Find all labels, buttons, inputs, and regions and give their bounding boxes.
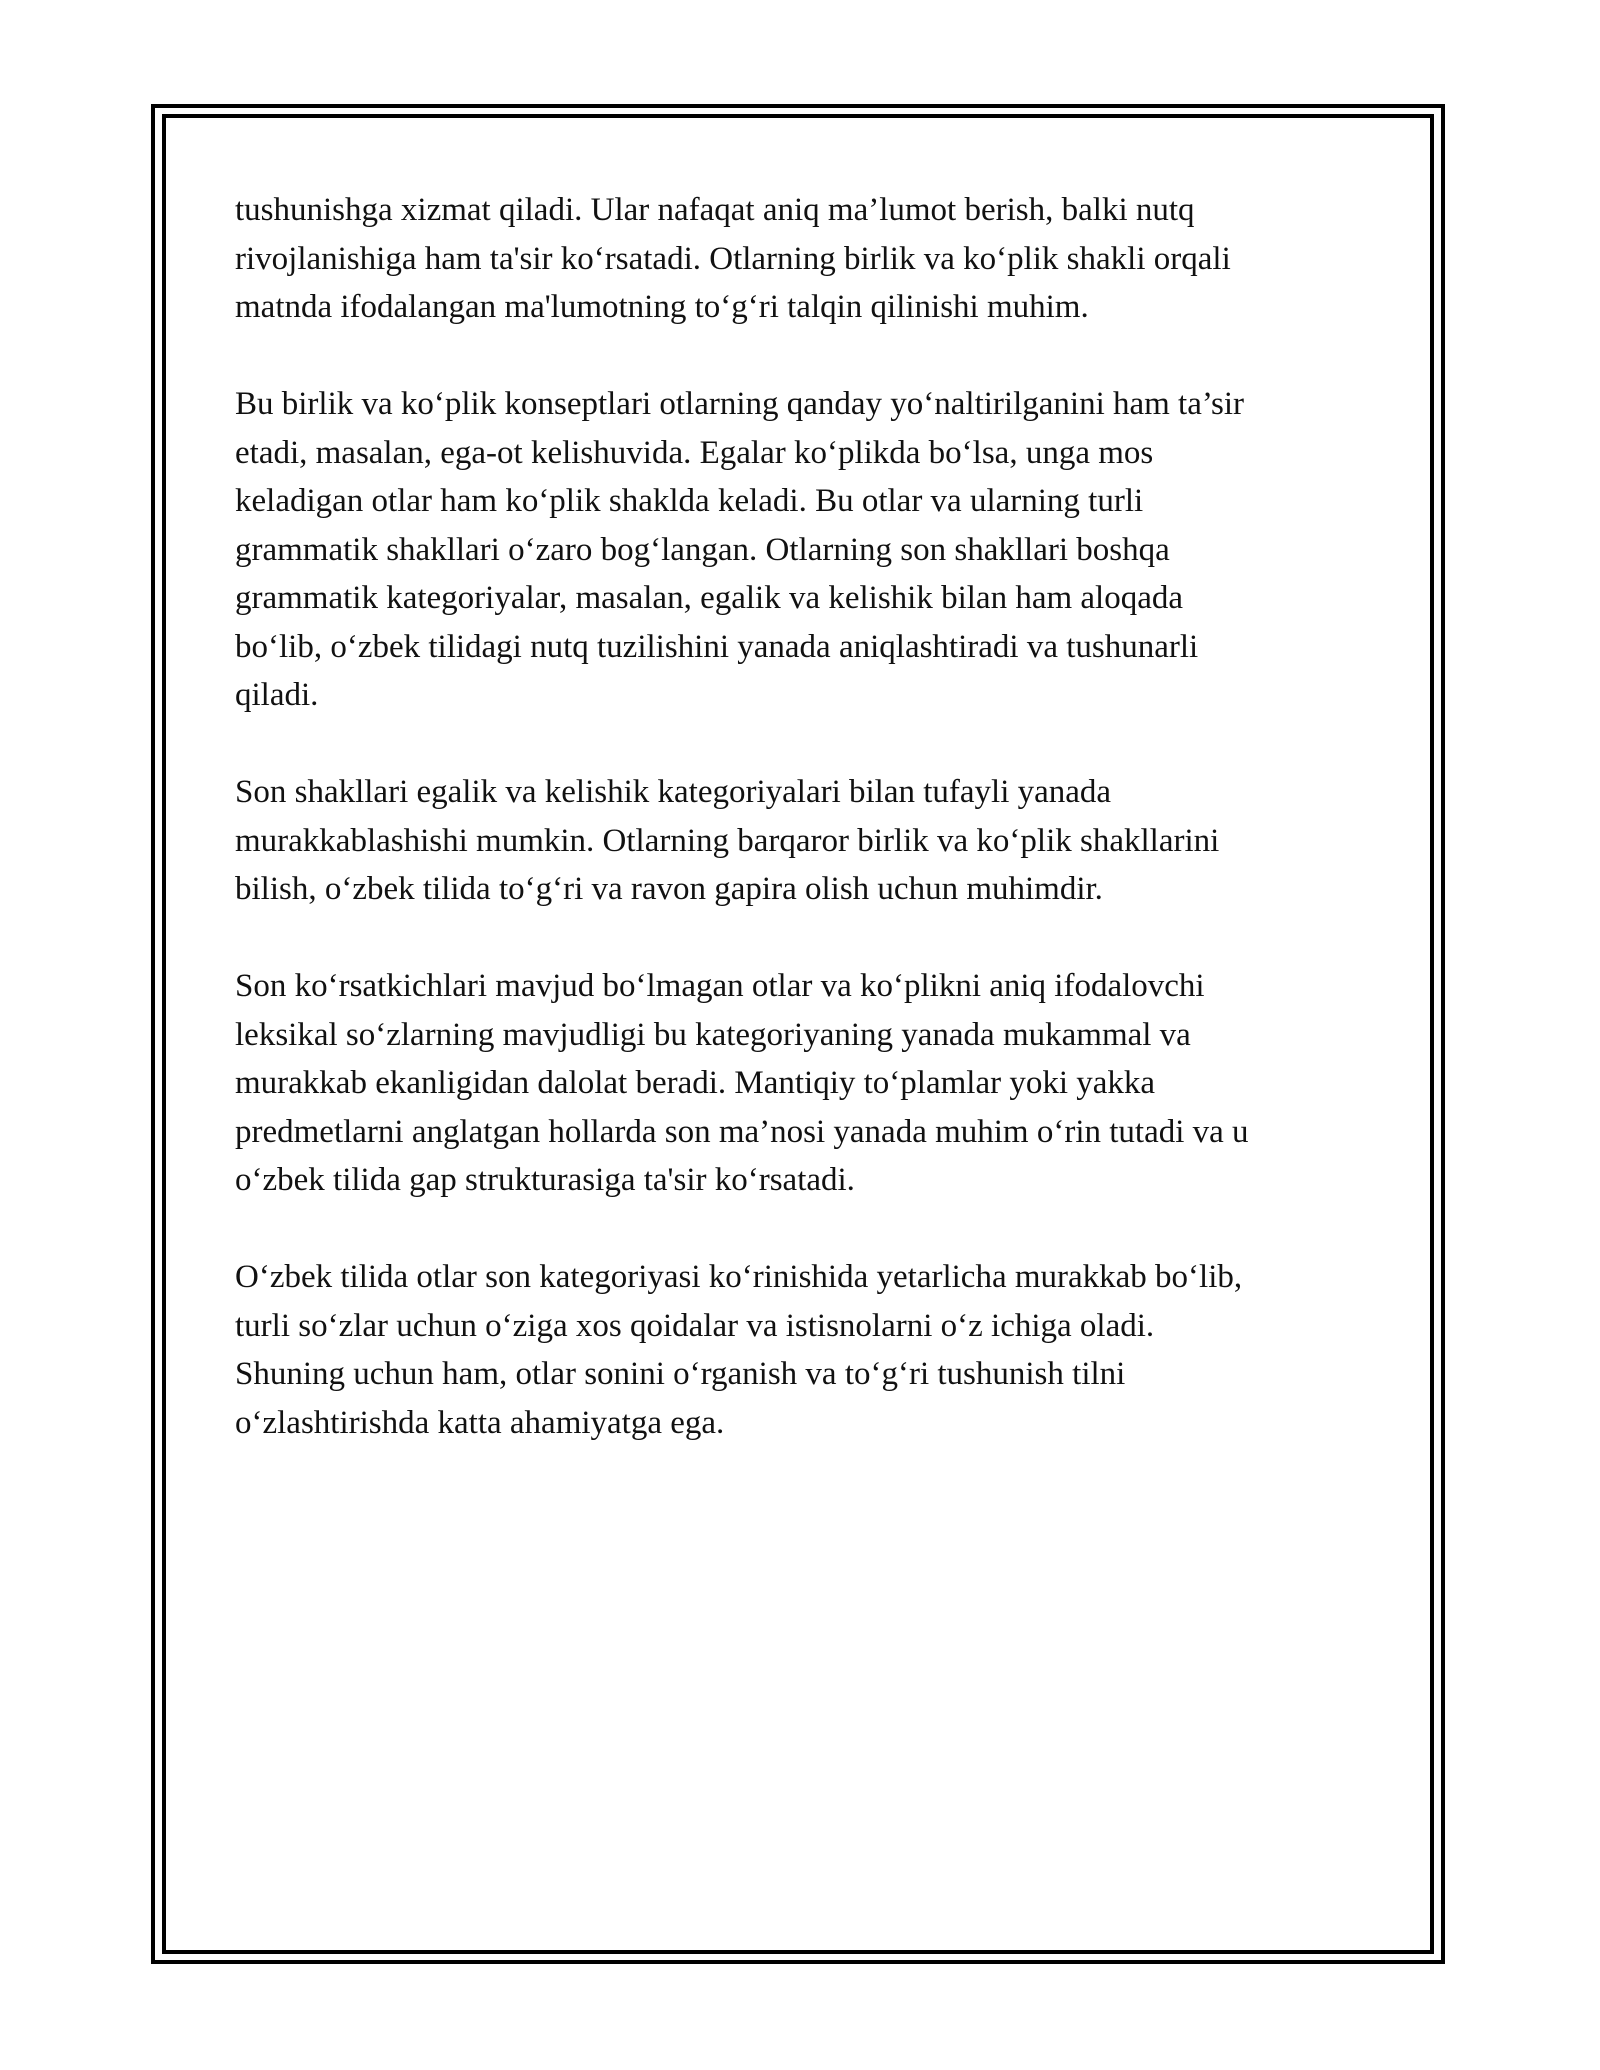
text-line: murakkablashishi mumkin. Otlarning barqaror birlik va ko‘plik shakllarini xyxy=(235,822,1220,859)
paragraph xyxy=(235,962,1375,1205)
text-line: Shuning uchun ham, otlar sonini o‘rganish va to‘g‘ri tushunish tilni xyxy=(235,1356,1126,1392)
text-line: bo‘lib, o‘zbek tilidagi nutq tuzilishini yanada aniqlashtiradi va tushunarli xyxy=(235,628,1199,665)
text-line: qiladi. xyxy=(235,677,319,713)
text-line: O‘zbek tilida otlar son kategoriyasi ko‘rinishida yetarlicha murakkab bo‘lib, xyxy=(235,1259,1243,1295)
text-line: o‘zbek tilida gap strukturasiga ta'sir ko‘rsatadi. xyxy=(235,1162,855,1198)
text-line: matnda ifodalangan ma'lumotning to‘g‘ri talqin qilinishi muhim. xyxy=(235,289,1089,325)
text-line: murakkab ekanligidan dalolat beradi. Mantiqiy to‘plamlar yoki yakka xyxy=(235,1065,1156,1101)
text-line: predmetlarni anglatgan hollarda son ma’nosi yanada muhim o‘rin tutadi va u xyxy=(235,1113,1249,1150)
text-line: turli so‘zlar uchun o‘ziga xos qoidalar va istisnolarni o‘z ichiga oladi. xyxy=(235,1307,1155,1344)
text-line: rivojlanishiga ham ta'sir ko‘rsatadi. Otlarning birlik va ko‘plik shakli orqali xyxy=(235,240,1231,277)
text-line: Son shakllari egalik va kelishik kategoriyalari bilan tufayli yanada xyxy=(235,774,1112,810)
text-line: o‘zlashtirishda katta ahamiyatga ega. xyxy=(235,1404,725,1441)
paragraph xyxy=(235,186,1375,332)
document-body xyxy=(235,186,1375,1496)
text-line: bilish, o‘zbek tilida to‘g‘ri va ravon gapira olish uchun muhimdir. xyxy=(235,871,1103,907)
paragraph xyxy=(235,768,1375,914)
text-line: Son ko‘rsatkichlari mavjud bo‘lmagan otlar va ko‘plikni aniq ifodalovchi xyxy=(235,968,1205,1004)
text-line: grammatik kategoriyalar, masalan, egalik va kelishik bilan ham aloqada xyxy=(235,580,1184,616)
text-line: grammatik shakllari o‘zaro bog‘langan. Otlarning son shakllari boshqa xyxy=(235,531,1170,568)
text-line: etadi, masalan, ega-ot kelishuvida. Egalar ko‘plikda bo‘lsa, unga mos xyxy=(235,434,1154,471)
text-line: leksikal so‘zlarning mavjudligi bu kategoriyaning yanada mukammal va xyxy=(235,1016,1191,1053)
text-line: Bu birlik va ko‘plik konseptlari otlarning qanday yo‘naltirilganini ham ta’sir xyxy=(235,386,1245,422)
text-line: keladigan otlar ham ko‘plik shaklda keladi. Bu otlar va ularning turli xyxy=(235,483,1144,519)
paragraph xyxy=(235,380,1375,720)
text-line: tushunishga xizmat qiladi. Ular nafaqat aniq ma’lumot berish, balki nutq xyxy=(235,192,1195,228)
paragraph xyxy=(235,1253,1375,1447)
